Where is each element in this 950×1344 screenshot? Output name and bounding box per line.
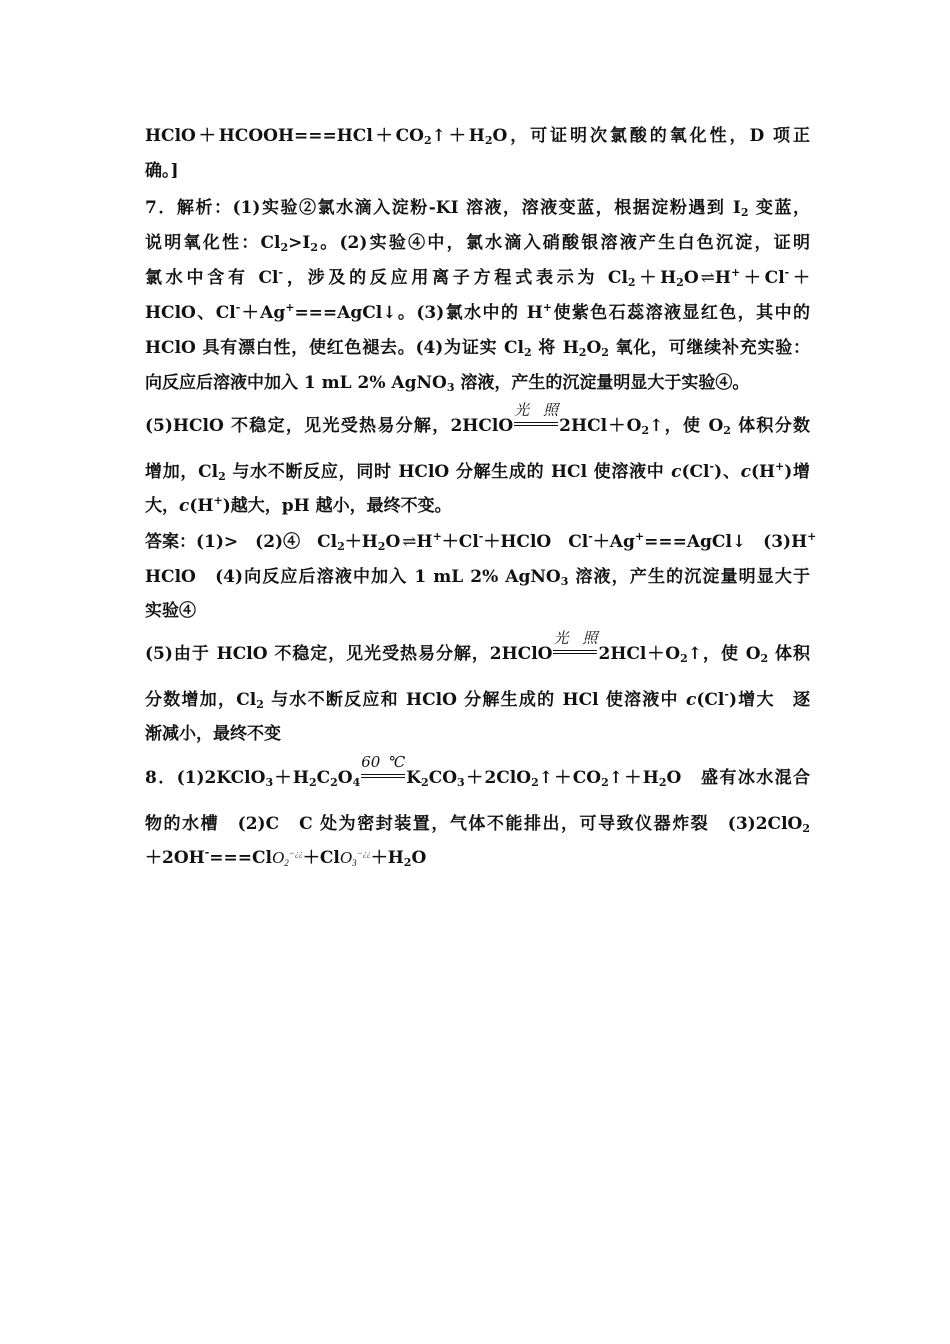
- answer-line-5: 分数增加，$Cl_2$ 与水不断反应和 HClO 分解生成的 HCl 使溶液中 c(Cl-)增大 逐: [145, 688, 810, 711]
- q7-line-5: HClO 具有漂白性，使红色褪去。(4)为证实 $Cl_2$ 将 $H_2O_2$ 氧化，可继续补充实验：: [145, 338, 810, 359]
- q8-line-2: 物的水槽 (2)C C 处为密封装置，气体不能排出，可导致仪器炸裂 (3)2ClO$_2$: [145, 814, 810, 835]
- answer-line-2: HClO (4)向反应后溶液中加入 1 mL 2% AgNO$_3$ 溶液，产生的沉淀量明显大于: [145, 567, 810, 588]
- q7-line-7: (5)HClO 不稳定，见光受热易分解，2HClO 光照 $2HCl+O_2↑$，使 $O_2$ 体积分数: [145, 401, 810, 437]
- condition-text: 光照: [514, 401, 559, 419]
- q8-line-1: 8．$(1)2KClO_3+H_2C_2O_4$ 60 ℃ $K_2CO_3+2ClO_2↑+CO_2↑+H_2O$ 盛有冰水混合: [145, 753, 810, 789]
- q7-line-2: 说明氧化性：$Cl_2>I_2$。(2)实验④中，氯水滴入硝酸银溶液产生白色沉淀，证明: [145, 233, 810, 254]
- q7-line-3: 氯水中含有 Cl-，涉及的反应用离子方程式表示为 $Cl_2+H_2O$ ⇌ H+＋Cl-＋: [145, 266, 811, 289]
- q7-line-8: 增加，$Cl_2$ 与水不断反应，同时 HClO 分解生成的 HCl 使溶液中 c(Cl-)、c(H+)增: [145, 460, 811, 483]
- text-line: 确。]: [145, 161, 179, 181]
- text-line: $HClO+HCOOH===HCl+CO_2↑+H_2O$，可证明次氯酸的氧化性，D 项正: [145, 126, 810, 147]
- q7-line-1: 7．解析：(1)实验②氯水滴入淀粉-KI 溶液，溶液变蓝，根据淀粉遇到 $I_2$ 变蓝，: [145, 198, 810, 219]
- reaction-condition-arrow: [514, 401, 559, 431]
- condition-text: 60 ℃: [361, 753, 406, 771]
- reaction-condition-arrow: [361, 753, 406, 783]
- q7-line-9: 大，c(H+)越大，pH 越小，最终不变。: [145, 494, 452, 516]
- q7-line-6: 向反应后溶液中加入 1 mL 2% AgNO$_3$ 溶液，产生的沉淀量明显大于实验④。: [145, 373, 750, 394]
- answer-line-3: 实验④: [145, 601, 196, 621]
- reaction-condition-arrow: [553, 629, 598, 659]
- answer-line-1: 答案：(1)> (2)④ $Cl_2+H_2O$ ⇌ H+＋Cl-＋HClO Cl-＋Ag+===AgCl↓ (3)H+: [145, 530, 817, 553]
- condition-text: 光照: [553, 629, 598, 647]
- answer-label: 答案: [145, 532, 179, 552]
- answer-line-4: (5)由于 HClO 不稳定，见光受热易分解，2HClO 光照 $2HCl+O_2↑$，使 $O_2$ 体积: [145, 629, 810, 665]
- q8-line-3: $+2OH^-===ClO_2^{-¿¿}+ClO_3^{-¿¿}+H_2O$: [145, 846, 427, 869]
- analysis-label: 解析: [176, 198, 214, 218]
- q7-line-4: HClO、Cl-＋Ag+===AgCl↓。(3)氯水中的 H+使紫色石蕊溶液显红色，其中的: [145, 301, 810, 323]
- answer-line-6: 渐减小，最终不变: [145, 724, 281, 744]
